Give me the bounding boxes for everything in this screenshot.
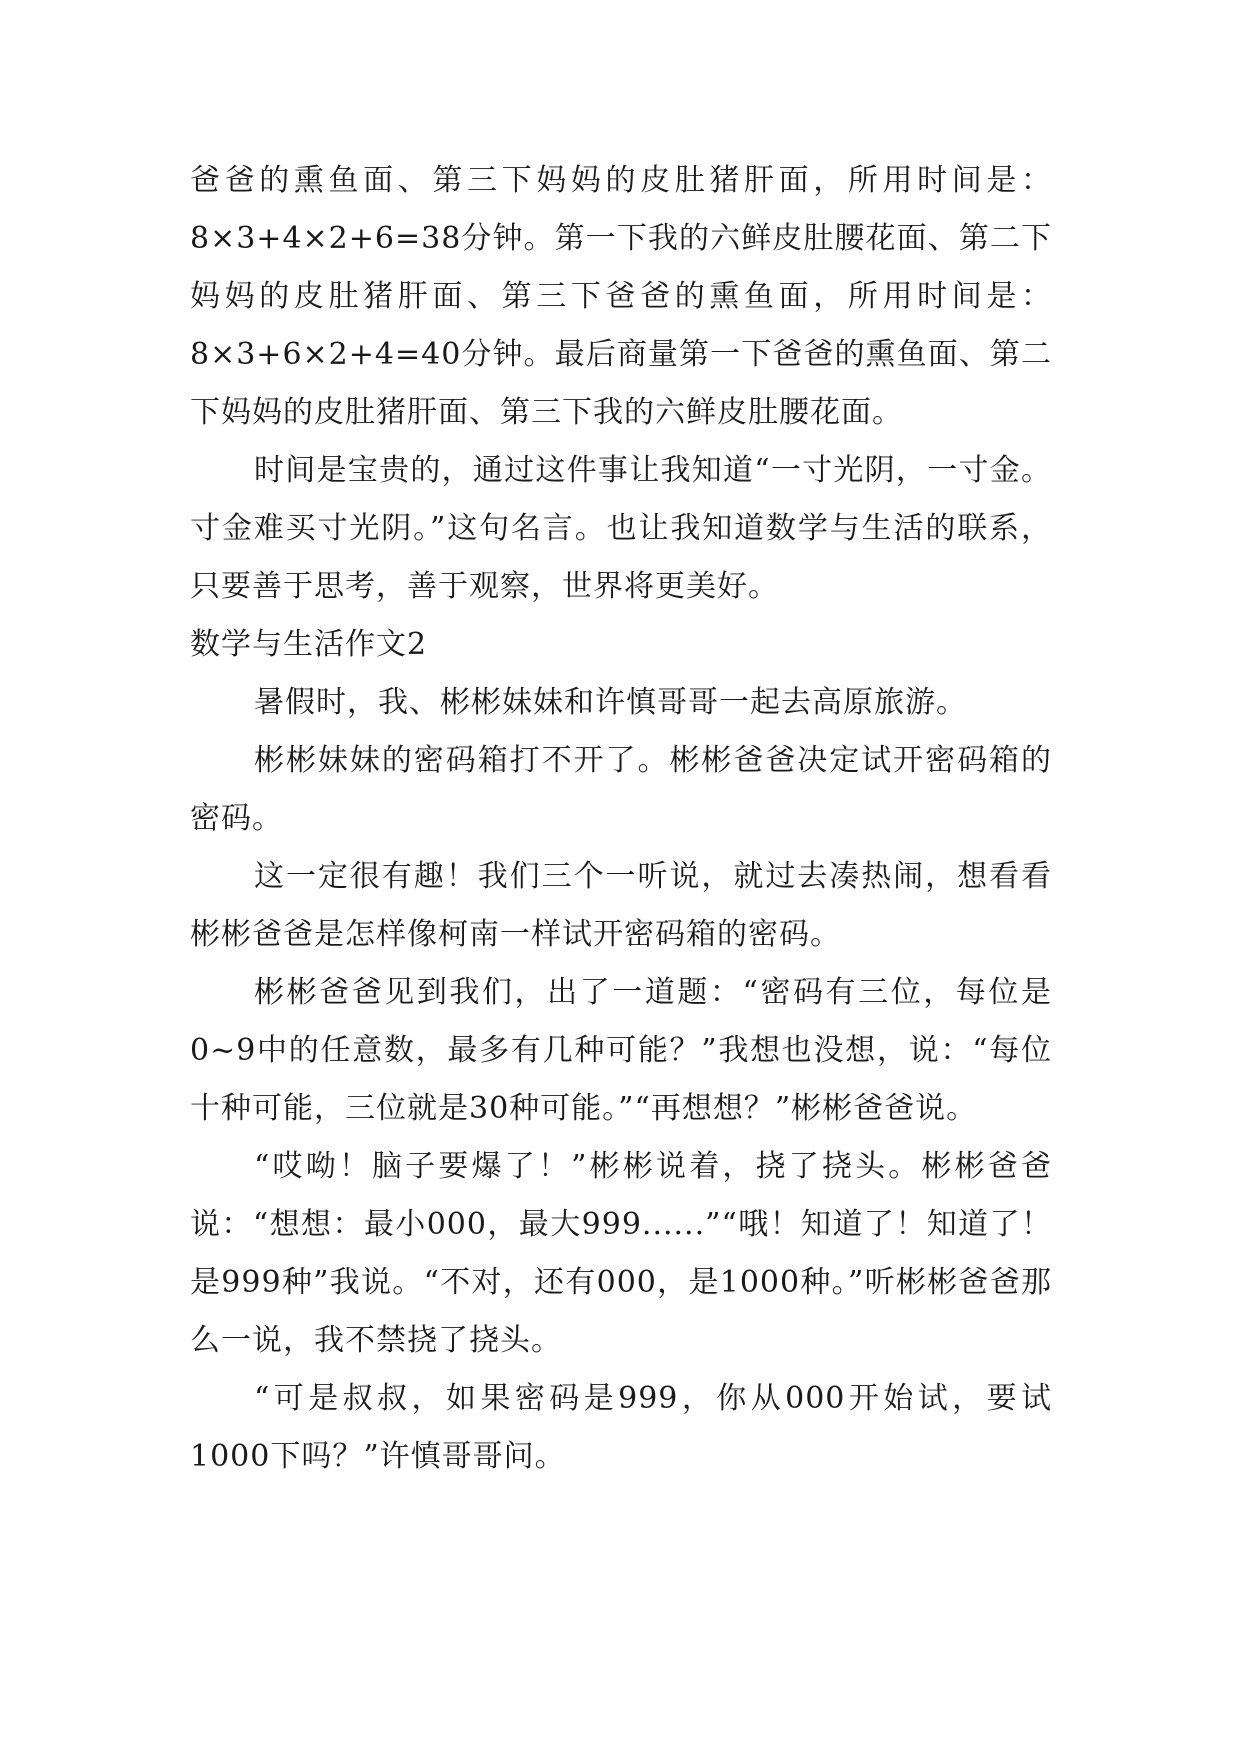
paragraph-conclusion: 时间是宝贵的，通过这件事让我知道“一寸光阴，一寸金。寸金难买寸光阴。”这句名言。也让我知道数学与生活的联系，只要善于思考，善于观察，世界将更美好。 xyxy=(190,453,1052,604)
paragraph-followup: “可是叔叔，如果密码是999，你从000开始试，要试1000下吗？”许慎哥哥问。 xyxy=(190,1381,1052,1474)
paragraph-calculation: 爸爸的熏鱼面、第三下妈妈的皮肚猪肝面，所用时间是：8×3+4×2+6=38分钟。第一下我的六鲜皮肚腰花面、第二下妈妈的皮肚猪肝面、第三下爸爸的熏鱼面，所用时间是：8×3+6×2+4=40分钟。最后商量第一下爸爸的熏鱼面、第二下妈妈的皮肚猪肝面、第三下我的六鲜皮肚腰花面。 xyxy=(190,163,1052,430)
paragraph-curious: 这一定很有趣！我们三个一听说，就过去凑热闹，想看看彬彬爸爸是怎样像柯南一样试开密码箱的密码。 xyxy=(190,859,1052,952)
section-title: 数学与生活作文2 xyxy=(190,627,428,662)
paragraph-question: 彬彬爸爸见到我们，出了一道题：“密码有三位，每位是0~9中的任意数，最多有几种可能？”我想也没想，说：“每位十种可能，三位就是30种可能。”“再想想？”彬彬爸爸说。 xyxy=(190,975,1052,1126)
paragraph-suitcase: 彬彬妹妹的密码箱打不开了。彬彬爸爸决定试开密码箱的密码。 xyxy=(190,743,1052,836)
paragraph-trip: 暑假时，我、彬彬妹妹和许慎哥哥一起去高原旅游。 xyxy=(254,685,967,720)
paragraph-answer: “哎呦！脑子要爆了！”彬彬说着，挠了挠头。彬彬爸爸说：“想想：最小000，最大999......”“哦！知道了！知道了！是999种”我说。“不对，还有000，是1000种。”听彬彬爸爸那么一说，我不禁挠了挠头。 xyxy=(190,1149,1052,1358)
document-body xyxy=(190,152,1052,1486)
